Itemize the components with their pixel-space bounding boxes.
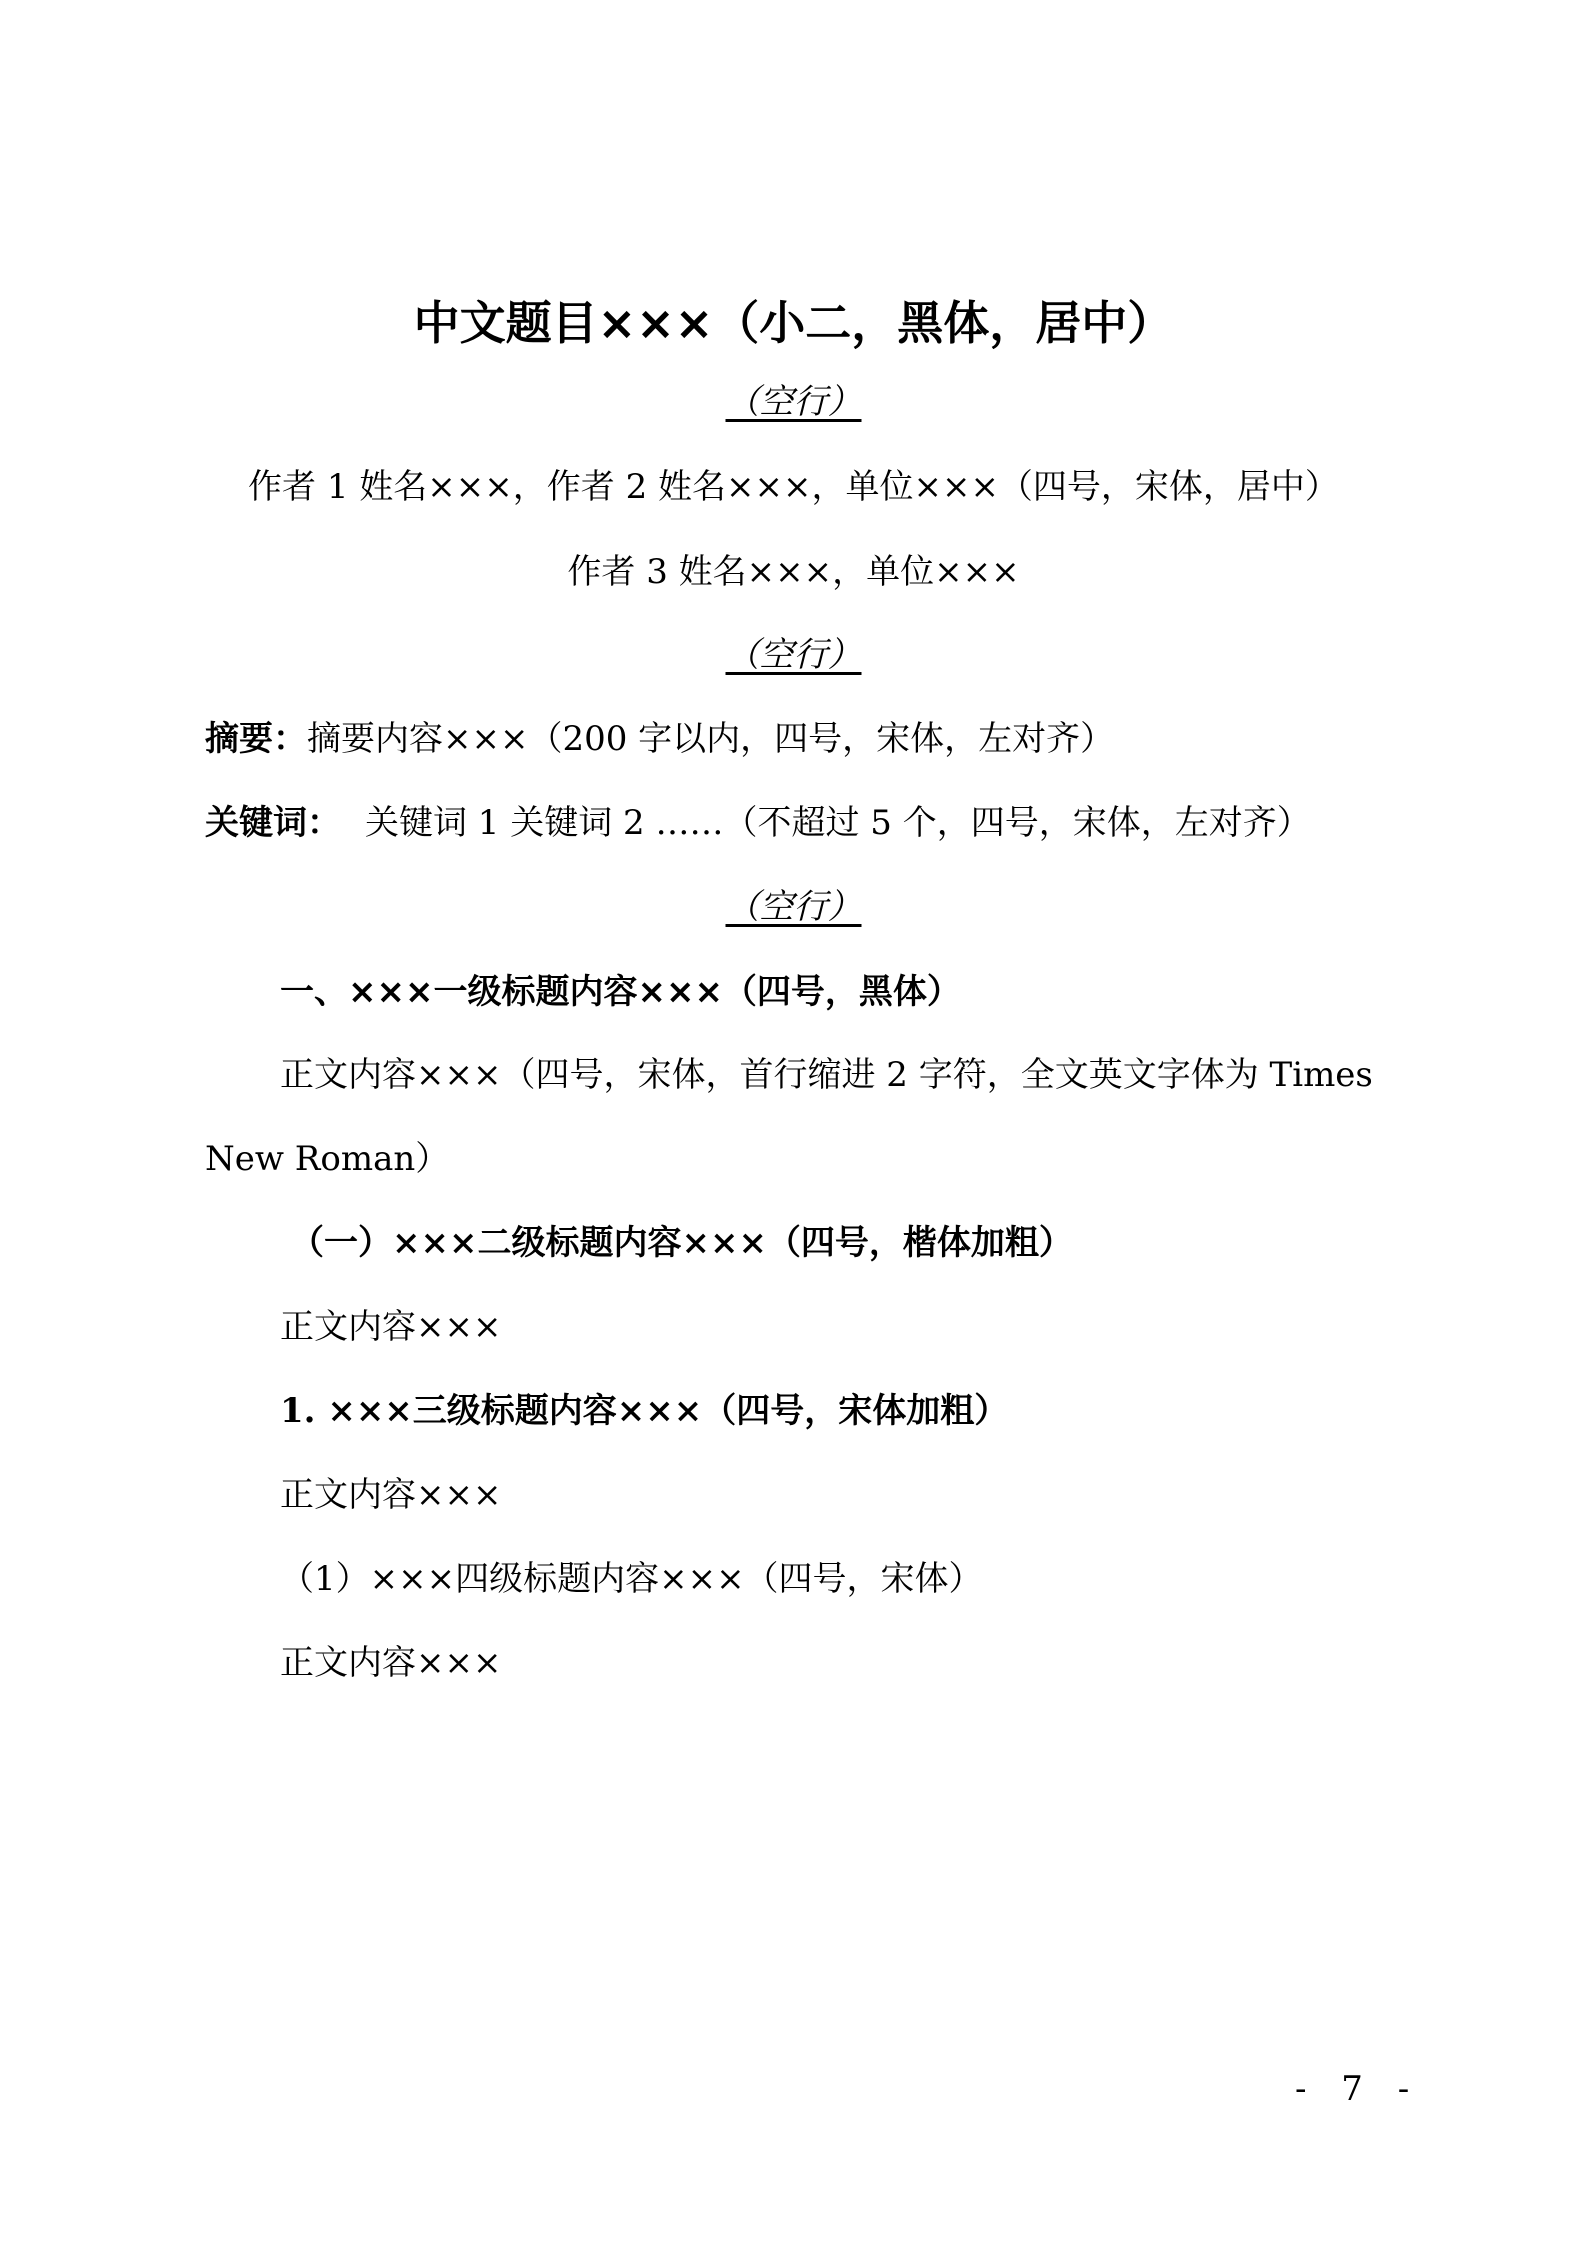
blank-line-placeholder xyxy=(0,887,1587,927)
heading-level-1: 一、×××一级标题内容×××（四号，黑体） xyxy=(280,972,961,1012)
abstract-text: 摘要内容×××（200 字以内，四号，宋体，左对齐） xyxy=(307,719,1115,759)
document-title: 中文题目×××（小二，黑体，居中） xyxy=(413,296,1174,350)
keywords-line xyxy=(205,803,1311,843)
blank-line-label: （空行） xyxy=(725,635,862,675)
authors-line-2: 作者 3 姓名×××，单位××× xyxy=(567,552,1020,592)
heading-level-4: （1）×××四级标题内容×××（四号，宋体） xyxy=(280,1559,983,1599)
body-paragraph-line-2: New Roman） xyxy=(205,1139,450,1179)
heading-level-2: （一）×××二级标题内容×××（四号，楷体加粗） xyxy=(290,1223,1073,1263)
keywords-label: 关键词： xyxy=(205,803,341,843)
blank-line-placeholder xyxy=(0,382,1587,422)
blank-line-label: （空行） xyxy=(725,382,862,422)
blank-line-placeholder xyxy=(0,635,1587,675)
body-paragraph-line-1: 正文内容×××（四号，宋体，首行缩进 2 字符，全文英文字体为 Times xyxy=(280,1055,1373,1095)
heading-level-3: 1. ×××三级标题内容×××（四号，宋体加粗） xyxy=(280,1391,1009,1431)
abstract-label: 摘要： xyxy=(205,719,307,759)
body-paragraph: 正文内容××× xyxy=(280,1307,502,1347)
keywords-text: 关键词 1 关键词 2 ……（不超过 5 个，四号，宋体，左对齐） xyxy=(365,803,1311,843)
authors-line-1: 作者 1 姓名×××，作者 2 姓名×××，单位×××（四号，宋体，居中） xyxy=(248,467,1339,507)
blank-line-label: （空行） xyxy=(725,887,862,927)
page-number: - 7 - xyxy=(1295,2069,1422,2109)
body-paragraph: 正文内容××× xyxy=(280,1475,502,1515)
body-paragraph: 正文内容××× xyxy=(280,1643,502,1683)
abstract-line xyxy=(205,719,1115,759)
